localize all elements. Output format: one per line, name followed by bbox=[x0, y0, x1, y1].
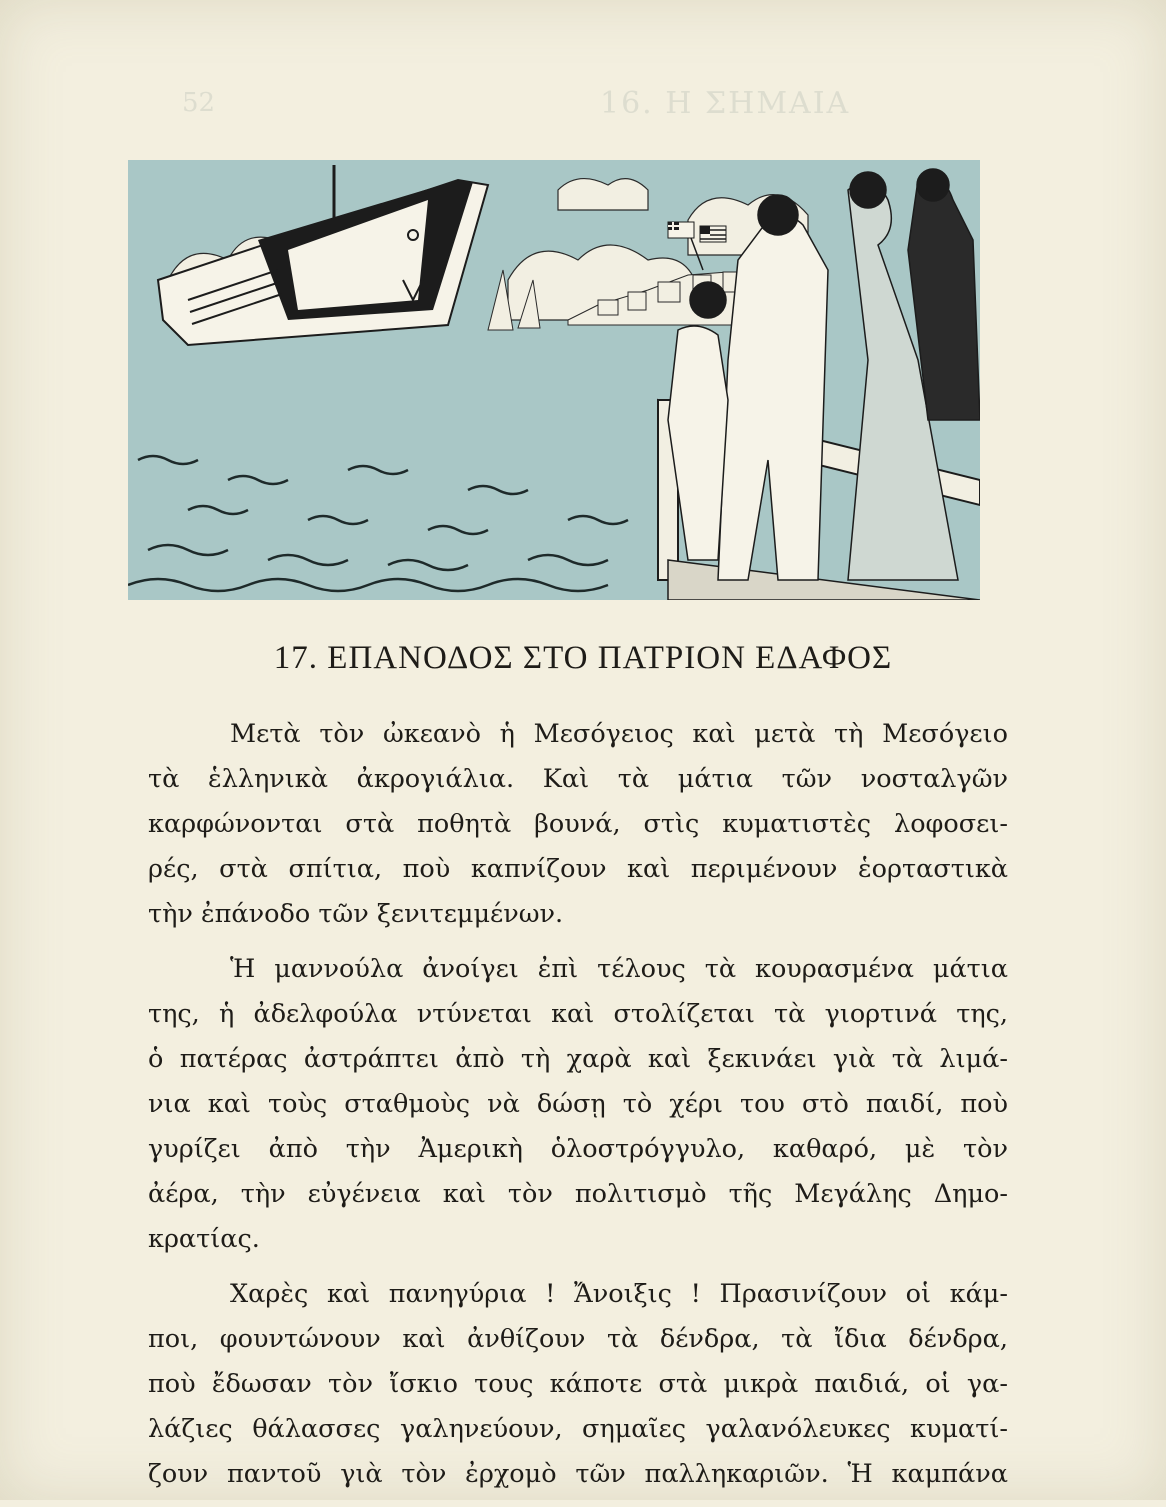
text-line: ποὺ ἔδωσαν τὸν ἴσκιο τους κάποτε στὰ μικρὰ παιδιά, οἱ γα- bbox=[148, 1369, 1008, 1399]
paragraph-2 bbox=[148, 947, 1008, 1262]
text-line: τὰ ἑλληνικὰ ἀκρογιάλια. Καὶ τὰ μάτια τῶν νοσταλγῶν bbox=[148, 764, 1008, 794]
text-line: ἀέρα, τὴν εὐγένεια καὶ τὸν πολιτισμὸ τῆς Μεγάλης Δημο- bbox=[148, 1179, 1008, 1209]
greek-flag bbox=[668, 222, 694, 238]
text-line: ζουν παντοῦ γιὰ τὸν ἐρχομὸ τῶν παλληκαριῶν. Ἡ καμπάνα bbox=[148, 1459, 1008, 1489]
bleed-through-page-number: 52 bbox=[182, 88, 216, 118]
text-line: κρατίας. bbox=[148, 1224, 260, 1254]
text-line: λάζιες θάλασσες γαληνεύουν, σημαῖες γαλανόλευκες κυματί- bbox=[148, 1414, 1008, 1444]
text-line: ποι, φουντώνουν καὶ ἀνθίζουν τὰ δένδρα, τὰ ἴδια δένδρα, bbox=[148, 1324, 1008, 1354]
chapter-title: 17. ΕΠΑΝΟΔΟΣ ΣΤΟ ΠΑΤΡΙΟΝ ΕΔΑΦΟΣ bbox=[273, 640, 893, 676]
illustration-ship-arrival bbox=[128, 160, 980, 600]
text-line: ὁ πατέρας ἀστράπτει ἀπὸ τὴ χαρὰ καὶ ξεκινάει γιὰ τὰ λιμά- bbox=[148, 1044, 1008, 1074]
text-line: ρές, στὰ σπίτια, ποὺ καπνίζουν καὶ περιμένουν ἑορταστικὰ bbox=[148, 854, 1008, 884]
text-line: Ἡ μαννούλα ἀνοίγει ἐπὶ τέλους τὰ κουρασμένα μάτια bbox=[230, 954, 1008, 984]
paragraph-1 bbox=[148, 712, 1008, 937]
text-line: τὴν ἐπάνοδο τῶν ξενιτεμμένων. bbox=[148, 899, 564, 929]
paragraph-3 bbox=[148, 1272, 1008, 1497]
text-line: καρφώνονται στὰ ποθητὰ βουνά, στὶς κυματιστὲς λοφοσει- bbox=[148, 809, 1008, 839]
text-line: νια καὶ τοὺς σταθμοὺς νὰ δώσῃ τὸ χέρι του στὸ παιδί, ποὺ bbox=[148, 1089, 1008, 1119]
text-line: γυρίζει ἀπὸ τὴν Ἀμερικὴ ὁλοστρόγγυλο, καθαρό, μὲ τὸν bbox=[148, 1134, 1008, 1164]
us-flag bbox=[700, 226, 726, 242]
text-line: Χαρὲς καὶ πανηγύρια ! Ἄνοιξις ! Πρασινίζουν οἱ κάμ- bbox=[230, 1279, 1008, 1309]
bleed-through-heading: 16. Η ΣΗΜΑΙΑ bbox=[600, 86, 851, 121]
body-text bbox=[148, 712, 1008, 1507]
text-line: της, ἡ ἀδελφούλα ντύνεται καὶ στολίζεται τὰ γιορτινά της, bbox=[148, 999, 1008, 1029]
text-line: Μετὰ τὸν ὠκεανὸ ἡ Μεσόγειος καὶ μετὰ τὴ Μεσόγειο bbox=[230, 719, 1008, 749]
